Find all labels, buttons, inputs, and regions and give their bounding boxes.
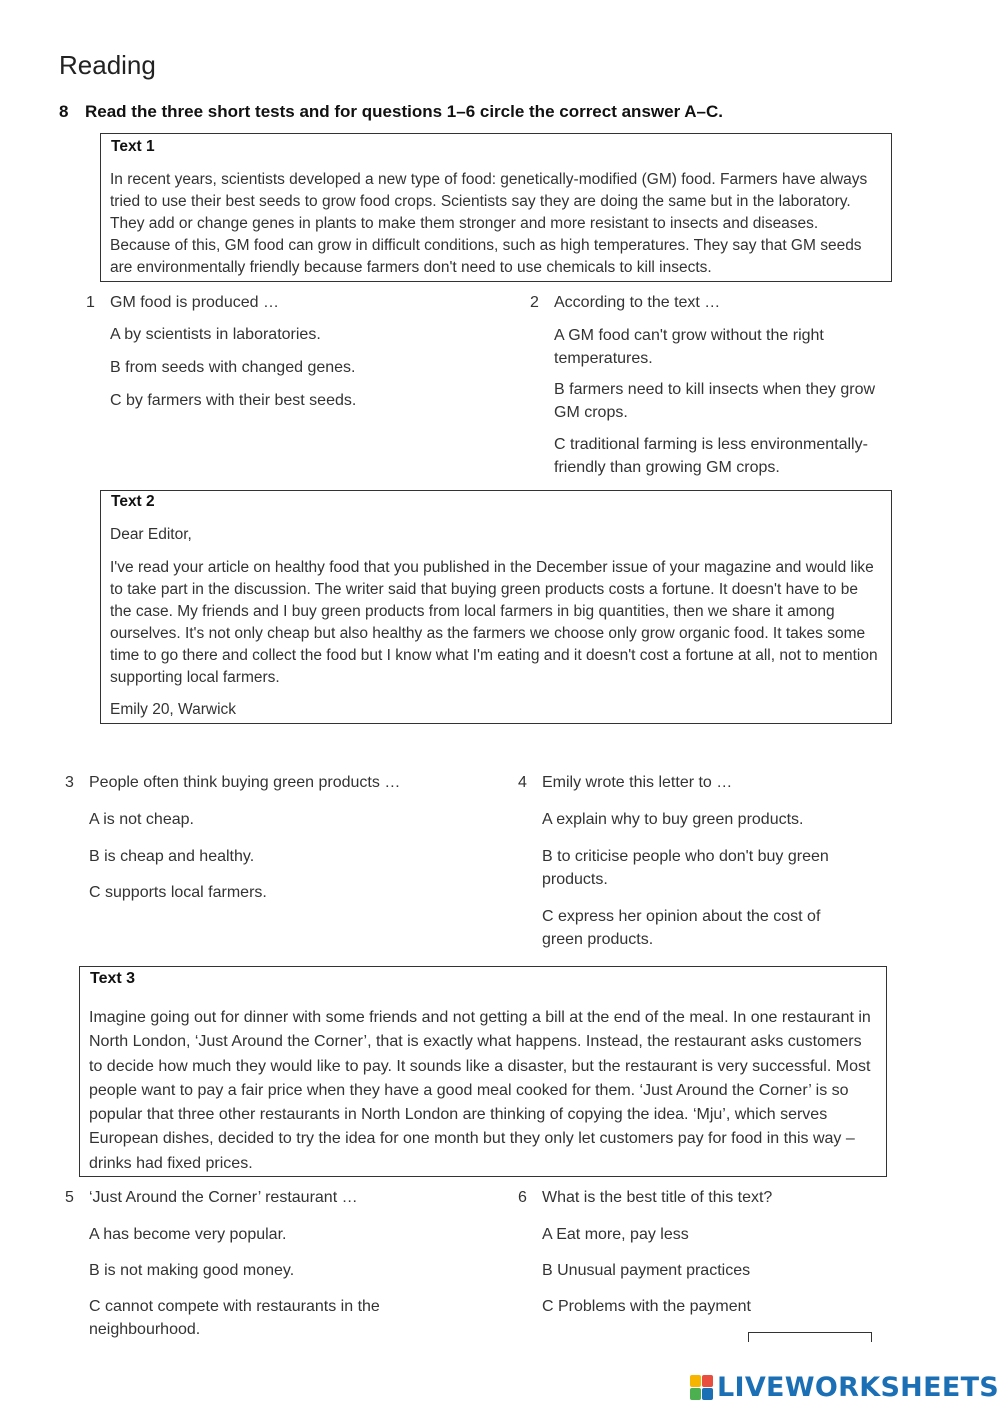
question-number: 4 <box>518 774 527 791</box>
marks-box-cropped <box>748 1332 872 1342</box>
liveworksheets-logo-icon <box>690 1375 714 1401</box>
question-text: Emily wrote this letter to … <box>542 774 733 791</box>
question-text: ‘Just Around the Corner’ restaurant … <box>89 1189 358 1206</box>
text-3-paragraph: Imagine going out for dinner with some friends and not getting a bill at the end of the meal. In one restaurant in North London, ‘Just Around the Corner’, that is exactly what happens. Instead, the restaurant asks customers to decide how much they would like to pay. It sounds like a disaster, but the restaurant is very successful. Most people want to pay a fair price when they have a good meal cooked for them. ‘Just Around the Corner’ is so popular that three other restaurants in North London are thinking of copying the idea. ‘Mju’, which serves European dishes, decided to try the idea for one month but they only let customers pay for food in this way – drinks had fixed prices. <box>89 1009 871 1172</box>
answer-option[interactable]: C cannot compete with restaurants in the neighbourhood. <box>89 1298 380 1338</box>
answer-option[interactable]: B Unusual payment practices <box>542 1262 751 1279</box>
liveworksheets-logo-text: LIVEWORKSHEETS <box>717 1372 1000 1403</box>
question-number: 5 <box>65 1189 74 1206</box>
exercise-number: 8 <box>59 102 69 121</box>
answer-option[interactable]: C supports local farmers. <box>89 884 267 901</box>
answer-option[interactable]: A by scientists in laboratories. <box>110 326 321 343</box>
text-3-title: Text 3 <box>90 970 136 987</box>
question-number: 2 <box>530 294 539 311</box>
answer-option[interactable]: A is not cheap. <box>89 811 194 828</box>
question-number: 1 <box>86 294 95 311</box>
question-text: People often think buying green products … <box>89 774 401 791</box>
text-2-signature: Emily 20, Warwick <box>110 701 237 718</box>
answer-option[interactable]: B farmers need to kill insects when they grow GM crops. <box>554 381 876 421</box>
answer-option[interactable]: C express her opinion about the cost of green products. <box>542 908 821 948</box>
question-text: What is the best title of this text? <box>542 1189 773 1206</box>
answer-option[interactable]: C Problems with the payment <box>542 1298 751 1315</box>
answer-option[interactable]: B is cheap and healthy. <box>89 848 255 865</box>
text-1-paragraph: In recent years, scientists developed a new type of food: genetically-modified (GM) food. Farmers have always tried to use their best seeds to grow food crops. Scientists say they are doing the same but in the laboratory. They add or change genes in plants to make them stronger and more resistant to insects and diseases. Because of this, GM food can grow in difficult conditions, such as high temperatures. They say that GM seeds are environmentally friendly because farmers don't need to use chemicals to kill insects. <box>110 171 868 276</box>
text-2-title: Text 2 <box>111 493 155 510</box>
answer-option[interactable]: A GM food can't grow without the right temperatures. <box>554 327 824 367</box>
text-3-box <box>79 966 887 1177</box>
page-heading: Reading <box>59 50 156 80</box>
answer-option[interactable]: C by farmers with their best seeds. <box>110 392 357 409</box>
answer-option[interactable]: A has become very popular. <box>89 1226 287 1243</box>
answer-option[interactable]: A Eat more, pay less <box>542 1226 689 1243</box>
answer-option[interactable]: B to criticise people who don't buy green products. <box>542 848 829 888</box>
answer-option[interactable]: B from seeds with changed genes. <box>110 359 356 376</box>
liveworksheets-logo <box>690 1372 999 1403</box>
exercise-instruction <box>59 102 723 122</box>
question-number: 6 <box>518 1189 527 1206</box>
text-1-box <box>100 133 892 282</box>
text-2-salutation: Dear Editor, <box>110 526 192 543</box>
text-2-paragraph: I've read your article on healthy food that you published in the December issue of your magazine and would like to take part in the discussion. The writer said that buying green products costs a fortune. It doesn't have to be the case. My friends and I buy green products from local farmers in big quantities, then we share it among ourselves. It's not only cheap but also healthy as the farmers we choose only grow organic food. It takes some time to go there and collect the food but I know what I'm eating and it doesn't cost a fortune at all, not to mention supporting local farmers. <box>110 559 878 686</box>
text-2-box <box>100 490 892 724</box>
question-text: According to the text … <box>554 294 721 311</box>
question-text: GM food is produced … <box>110 294 279 311</box>
answer-option[interactable]: C traditional farming is less environmentally-friendly than growing GM crops. <box>554 436 868 476</box>
answer-option[interactable]: B is not making good money. <box>89 1262 295 1279</box>
text-1-title: Text 1 <box>111 138 155 155</box>
question-number: 3 <box>65 774 74 791</box>
answer-option[interactable]: A explain why to buy green products. <box>542 811 804 828</box>
instruction-text: Read the three short tests and for questions 1–6 circle the correct answer A–C. <box>85 102 724 121</box>
